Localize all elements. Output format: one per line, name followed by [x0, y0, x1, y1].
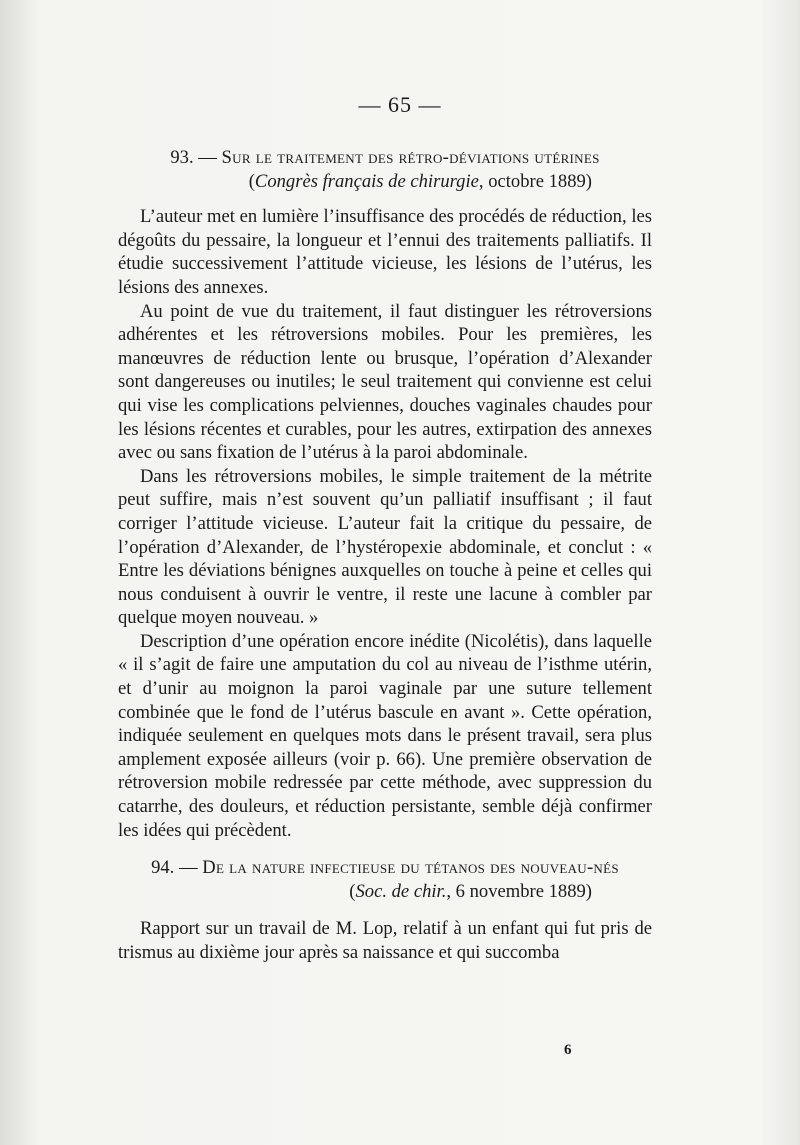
section-reference: [118, 880, 652, 904]
section-number: 93. —: [170, 147, 222, 168]
reference-source: Soc. de chir.: [355, 880, 447, 902]
section-number: 94. —: [151, 857, 203, 879]
page-number: — 65 —: [358, 92, 442, 117]
signature-mark: 6: [564, 1042, 572, 1058]
section-reference: [118, 170, 652, 194]
paragraph: Au point de vue du traitement, il faut distinguer les rétroversions adhérentes et les rétroversions mobiles. Pour les premières, les manœuvres de réduction lente ou brusque, l’opération d’Alexander sont dangereuses ou inutiles; le seul traitement qui convienne est celui qui vise les complications pelviennes, douches vaginales chaudes pour les lésions récentes et curables, pour les autres, extirpation des annexes avec ou sans fixation de l’utérus à la paroi abdominale.: [118, 300, 652, 464]
paragraph: Description d’une opération encore inédite (Nicolétis), dans laquelle « il s’agit de faire une amputation du col au niveau de l’isthme utérin, et d’unir au moignon la paroi vaginale par une suture tellement combinée que le fond de l’utérus bascule en avant ». Cette opération, indiquée seulement en quelques mots dans le présent travail, sera plus amplement exposée ailleurs (voir p. 66). Une première observation de rétroversion mobile redressée par cette méthode, avec suppression du catarrhe, des douleurs, et réduction persistante, semble déjà confirmer les idées qui précèdent.: [118, 630, 652, 841]
reference-source: Congrès français de chirurgie: [254, 170, 479, 192]
reference-date: , 6 novembre 1889): [446, 880, 592, 902]
paragraph: Rapport sur un travail de M. Lop, relatif à un enfant qui fut pris de trismus au dixième jour après sa naissance et qui succomba: [118, 918, 652, 963]
reference-open: (: [349, 880, 356, 902]
reference-open: (: [248, 170, 255, 192]
section-title: Sur le traitement des rétro-déviations utérines: [221, 147, 600, 168]
body-text: [118, 146, 652, 965]
paragraph: L’auteur met en lumière l’insuffisance des procédés de réduction, les dégoûts du pessaire, la longueur et l’ennui des traitements palliatifs. Il étudie successivement l’attitude vicieuse, les lésions de l’utérus, les lésions des annexes.: [118, 206, 652, 298]
paragraph: Dans les rétroversions mobiles, le simple traitement de la métrite peut suffire, mais n’est souvent qu’un palliatif insuffisant ; il faut corriger l’attitude vicieuse. L’auteur fait la critique du pessaire, de l’opération d’Alexander, de l’hystéropexie abdominale, et conclut : « Entre les déviations bénignes auxquelles on touche à peine et celles qui nous conduisent à ouvrir le ventre, il reste une lacune à combler par quelque moyen nouveau. »: [118, 465, 652, 629]
reference-date: , octobre 1889): [478, 170, 592, 192]
section-heading-93: [118, 146, 652, 193]
section-title: De la nature infectieuse du tétanos des nouveau-nés: [202, 857, 619, 879]
section-heading-94: [118, 856, 652, 903]
